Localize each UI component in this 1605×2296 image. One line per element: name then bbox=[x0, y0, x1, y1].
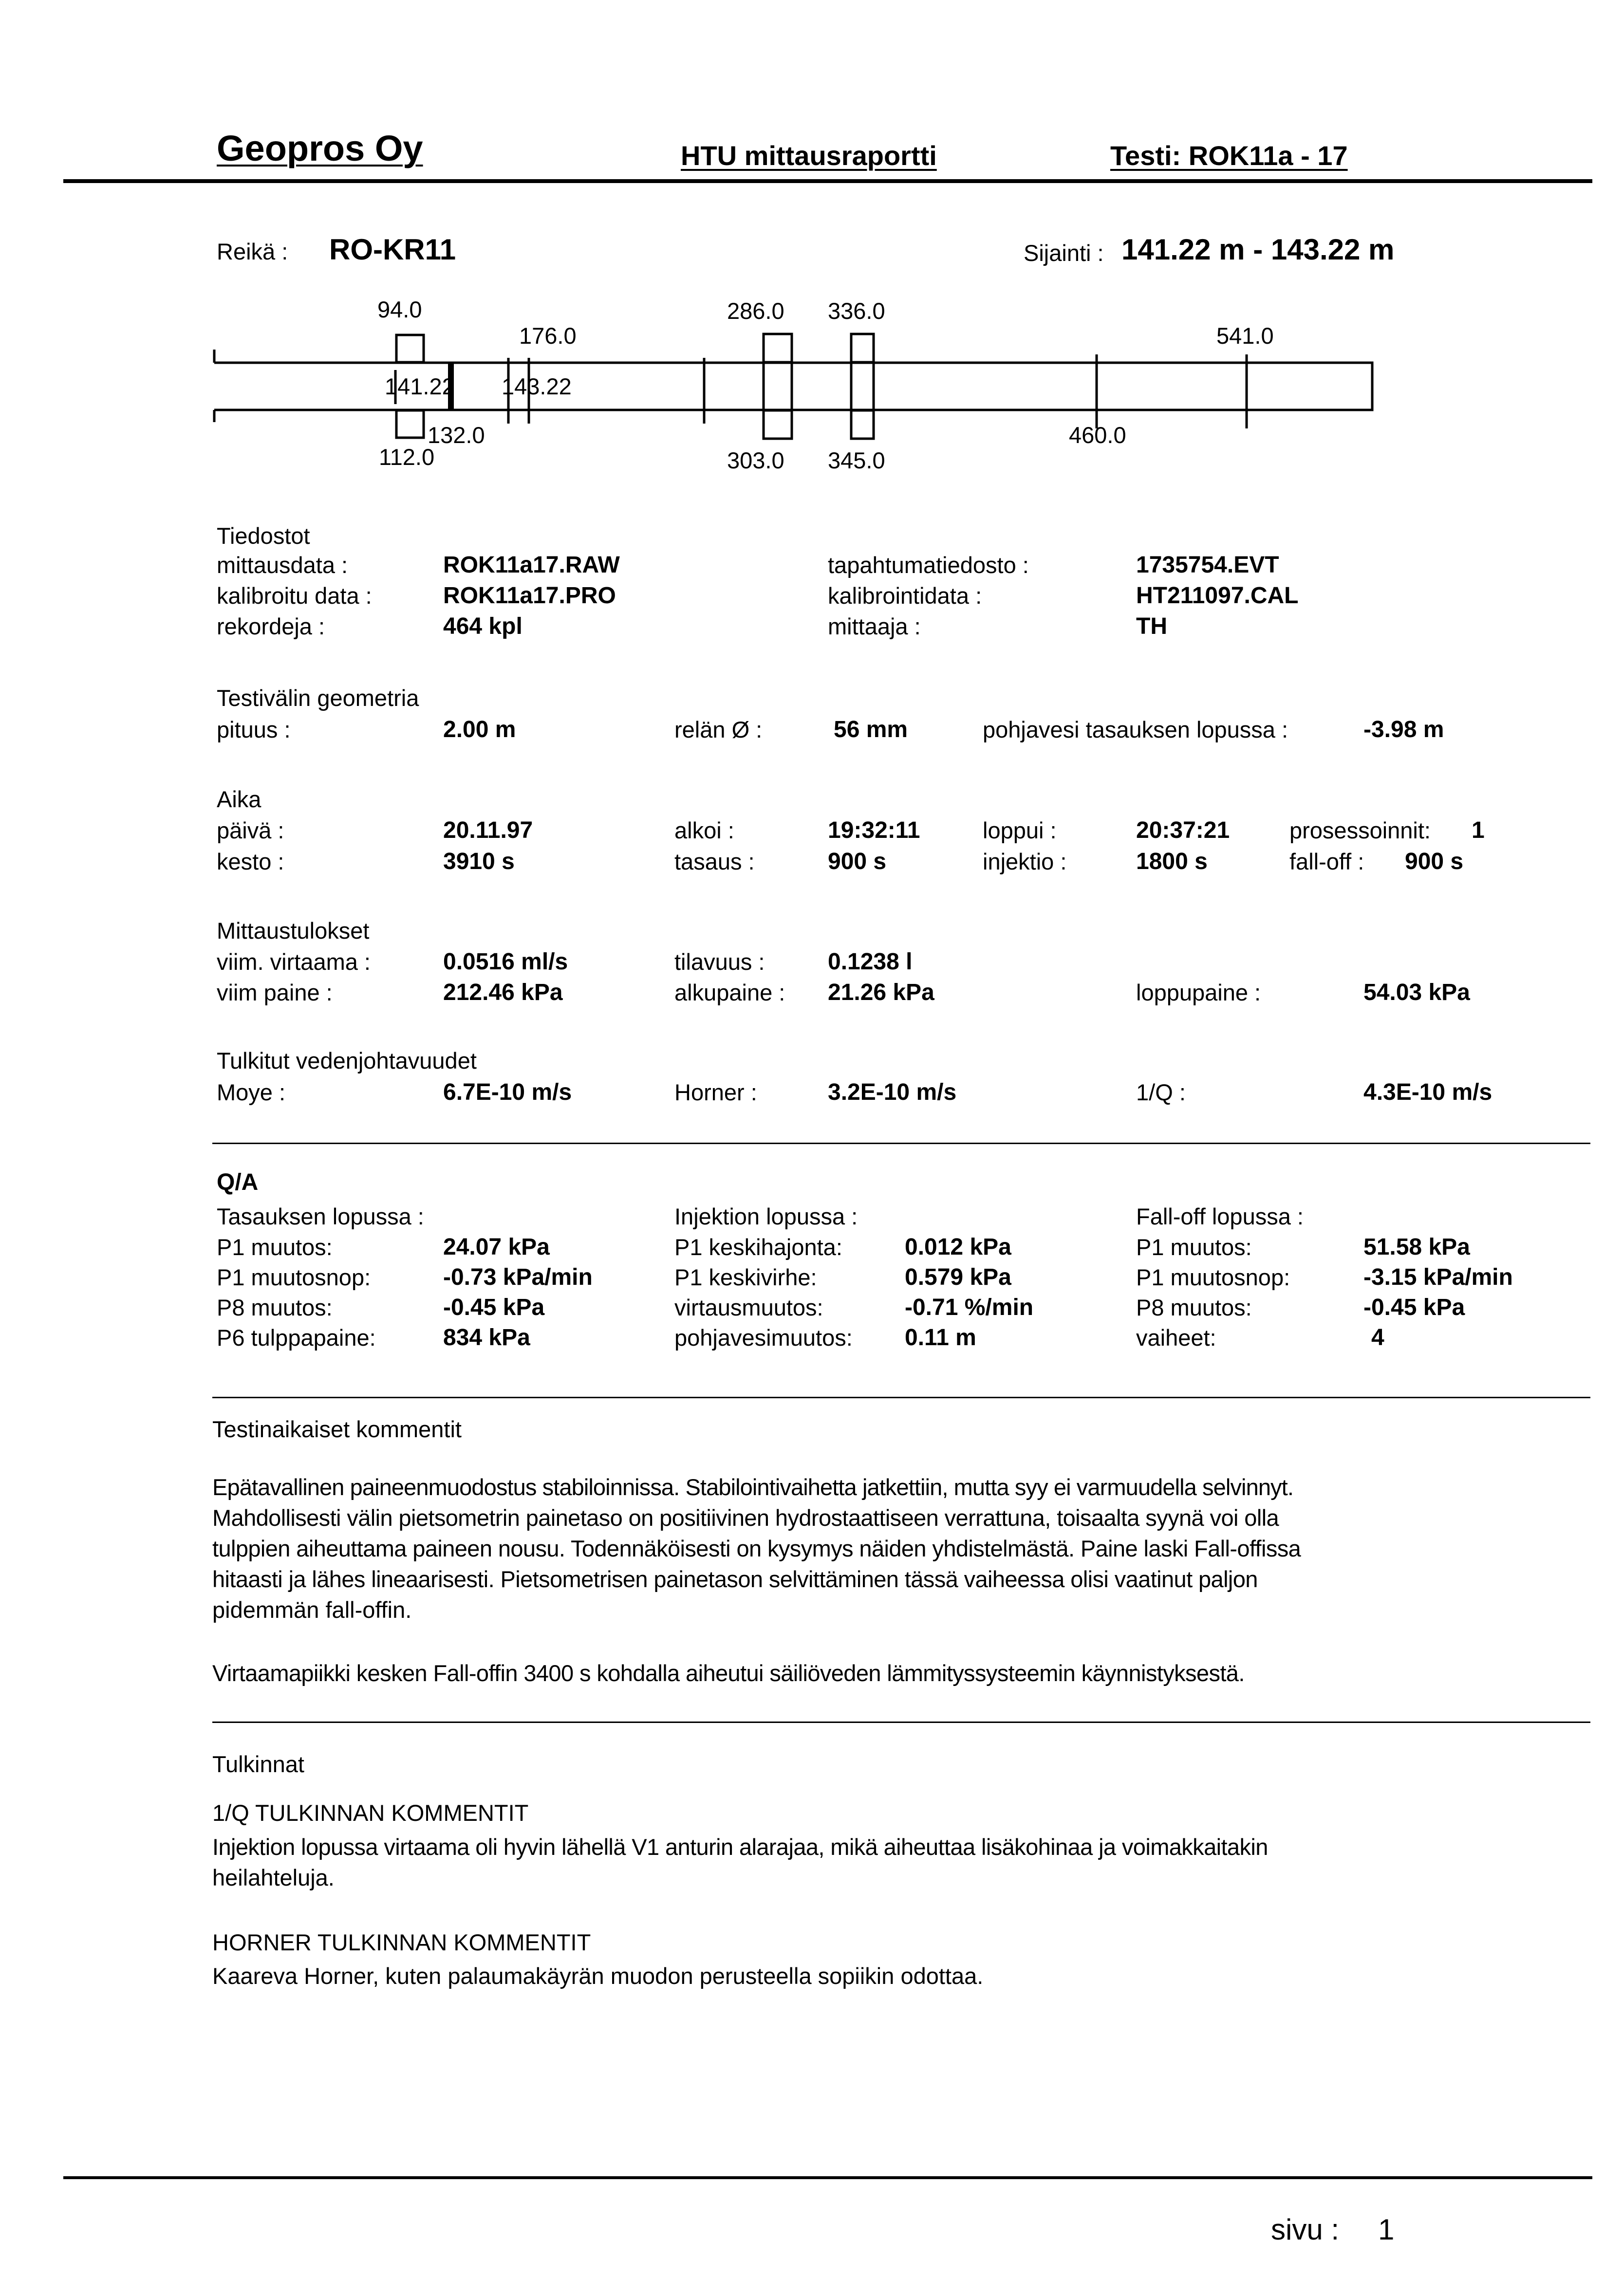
qa-falloff-title: Fall-off lopussa : bbox=[1136, 1204, 1304, 1229]
qa-col2-row3-value: -0.71 %/min bbox=[905, 1295, 1034, 1320]
groundwater-value: -3.98 m bbox=[1363, 717, 1444, 742]
borehole-diagram bbox=[0, 0, 1605, 487]
moye-label: Moye : bbox=[217, 1079, 286, 1105]
horner-comment-text: Kaareva Horner, kuten palaumakäyrän muodon perusteella sopiikin odottaa. bbox=[212, 1963, 984, 1989]
qa-col2-row2-value: 0.579 kPa bbox=[905, 1264, 1011, 1290]
end-value: 20:37:21 bbox=[1136, 817, 1230, 843]
qa-col1-row3-label: P8 muutos: bbox=[217, 1295, 333, 1320]
position-value: 141.22 m - 143.22 m bbox=[1121, 233, 1395, 266]
depth-label-345: 345.0 bbox=[828, 447, 885, 473]
depth-label-141: 141.22 bbox=[385, 373, 455, 399]
start-value: 19:32:11 bbox=[828, 817, 920, 843]
relay-label: relän Ø : bbox=[674, 717, 763, 742]
volume-value: 0.1238 l bbox=[828, 949, 913, 975]
qa-col1-row1-label: P1 muutos: bbox=[217, 1234, 333, 1260]
qa-col1-row4-label: P6 tulppapaine: bbox=[217, 1325, 376, 1351]
qa-heading: Q/A bbox=[217, 1169, 259, 1195]
iq-label: 1/Q : bbox=[1136, 1079, 1186, 1105]
iq-comment-line-1: Injektion lopussa virtaama oli hyvin lähellä V1 anturin alarajaa, mikä aiheuttaa lisäkohinaa ja voimakkaitakin bbox=[212, 1834, 1268, 1860]
length-value: 2.00 m bbox=[443, 717, 516, 742]
qa-col2-row2-label: P1 keskivirhe: bbox=[674, 1264, 817, 1290]
qa-col3-row3-value: -0.45 kPa bbox=[1363, 1295, 1465, 1320]
comment-line-4: hitaasti ja lähes lineaarisesti. Pietsometrisen painetason selvittäminen tässä vaiheessa olisi vaatinut paljon bbox=[212, 1566, 1258, 1592]
depth-label-94: 94.0 bbox=[377, 296, 422, 322]
comment-line-5: pidemmän fall-offin. bbox=[212, 1597, 412, 1623]
qa-col3-row1-label: P1 muutos: bbox=[1136, 1234, 1252, 1260]
moye-value: 6.7E-10 m/s bbox=[443, 1079, 572, 1105]
end-label: loppui : bbox=[983, 817, 1057, 843]
qa-injection-title: Injektion lopussa : bbox=[674, 1204, 858, 1229]
injection-label: injektio : bbox=[983, 849, 1067, 874]
packer-336 bbox=[851, 334, 874, 362]
qa-col3-row3-label: P8 muutos: bbox=[1136, 1295, 1252, 1320]
records-label: rekordeja : bbox=[217, 613, 325, 639]
end-pressure-value: 54.03 kPa bbox=[1363, 980, 1470, 1005]
calibration-file-value: HT211097.CAL bbox=[1136, 583, 1299, 609]
date-label: päivä : bbox=[217, 817, 284, 843]
comments-top-rule bbox=[212, 1397, 1590, 1398]
comment-line-1: Epätavallinen paineenmuodostus stabiloinnissa. Stabilointivaihetta jatkettiin, mutta syy ei varmuudella selvinnyt. bbox=[212, 1474, 1293, 1500]
qa-col3-row2-value: -3.15 kPa/min bbox=[1363, 1264, 1513, 1290]
length-label: pituus : bbox=[217, 717, 291, 742]
groundwater-label: pohjavesi tasauksen lopussa : bbox=[983, 717, 1288, 742]
injection-value: 1800 s bbox=[1136, 849, 1208, 874]
processing-value: 1 bbox=[1472, 817, 1485, 843]
qa-col2-row1-label: P1 keskihajonta: bbox=[674, 1234, 842, 1260]
qa-col3-row2-label: P1 muutosnop: bbox=[1136, 1264, 1290, 1290]
start-label: alkoi : bbox=[674, 817, 734, 843]
qa-equalization-title: Tasauksen lopussa : bbox=[217, 1204, 424, 1229]
pressure-label: viim paine : bbox=[217, 980, 333, 1005]
depth-label-541: 541.0 bbox=[1216, 323, 1274, 349]
iq-comments-heading: 1/Q TULKINNAN KOMMENTIT bbox=[212, 1800, 529, 1826]
operator-value: TH bbox=[1136, 613, 1167, 639]
measurement-label: mittausdata : bbox=[217, 552, 348, 578]
comment-line-3: tulppien aiheuttama paineen nousu. Todennäköisesti on kysymys näiden yhdistelmästä. Paine laski Fall-offissa bbox=[212, 1536, 1301, 1561]
comment-paragraph-2: Virtaamapiikki kesken Fall-offin 3400 s kohdalla aiheutui säiliöveden lämmityssysteemin käynnistyksestä. bbox=[212, 1660, 1245, 1686]
time-heading: Aika bbox=[217, 786, 261, 812]
depth-label-132: 132.0 bbox=[428, 422, 485, 448]
iq-comment-line-2: heilahteluja. bbox=[212, 1865, 335, 1890]
calibrated-label: kalibroitu data : bbox=[217, 583, 372, 609]
date-value: 20.11.97 bbox=[443, 817, 533, 843]
horner-label: Horner : bbox=[674, 1079, 757, 1105]
conductivities-heading: Tulkitut vedenjohtavuudet bbox=[217, 1048, 477, 1074]
packer-303 bbox=[764, 410, 792, 439]
volume-label: tilavuus : bbox=[674, 949, 765, 975]
page-number: 1 bbox=[1378, 2213, 1395, 2246]
results-heading: Mittaustulokset bbox=[217, 918, 370, 944]
geometry-heading: Testivälin geometria bbox=[217, 685, 419, 711]
depth-label-112: 112.0 bbox=[379, 444, 435, 470]
start-pressure-value: 21.26 kPa bbox=[828, 980, 934, 1005]
qa-col2-row4-value: 0.11 m bbox=[905, 1325, 976, 1351]
horner-value: 3.2E-10 m/s bbox=[828, 1079, 957, 1105]
footer-rule bbox=[63, 2176, 1592, 2179]
depth-label-143: 143.22 bbox=[502, 373, 572, 399]
hole-label: Reikä : bbox=[217, 239, 288, 264]
qa-col1-row4-value: 834 kPa bbox=[443, 1325, 530, 1351]
hole-value: RO-KR11 bbox=[329, 233, 456, 266]
interpretations-top-rule bbox=[212, 1722, 1590, 1723]
records-value: 464 kpl bbox=[443, 613, 523, 639]
end-pressure-label: loppupaine : bbox=[1136, 980, 1261, 1005]
test-id: Testi: ROK11a - 17 bbox=[1110, 140, 1348, 171]
qa-col1-row2-value: -0.73 kPa/min bbox=[443, 1264, 593, 1290]
report-title: HTU mittausraportti bbox=[681, 140, 937, 171]
flow-label: viim. virtaama : bbox=[217, 949, 371, 975]
equalization-value: 900 s bbox=[828, 849, 887, 874]
qa-col1-row1-value: 24.07 kPa bbox=[443, 1234, 550, 1260]
pressure-value: 212.46 kPa bbox=[443, 980, 563, 1005]
operator-label: mittaaja : bbox=[828, 613, 921, 639]
calibrated-value: ROK11a17.PRO bbox=[443, 583, 616, 609]
relay-value: 56 mm bbox=[834, 717, 908, 742]
horner-comments-heading: HORNER TULKINNAN KOMMENTIT bbox=[212, 1929, 591, 1955]
qa-col3-row1-value: 51.58 kPa bbox=[1363, 1234, 1470, 1260]
qa-col1-row2-label: P1 muutosnop: bbox=[217, 1264, 371, 1290]
interpretations-heading: Tulkinnat bbox=[212, 1751, 304, 1777]
qa-col2-row1-value: 0.012 kPa bbox=[905, 1234, 1011, 1260]
depth-label-286: 286.0 bbox=[727, 298, 784, 324]
comment-line-2: Mahdollisesti välin pietsometrin painetaso on positiivinen hydrostaattiseen verrattuna, toisaalta syynä voi olla bbox=[212, 1505, 1279, 1531]
qa-col2-row4-label: pohjavesimuutos: bbox=[674, 1325, 853, 1351]
flow-value: 0.0516 ml/s bbox=[443, 949, 568, 975]
equalization-label: tasaus : bbox=[674, 849, 755, 874]
depth-label-460: 460.0 bbox=[1069, 422, 1126, 448]
iq-value: 4.3E-10 m/s bbox=[1363, 1079, 1493, 1105]
position-label: Sijainti : bbox=[1024, 240, 1104, 266]
depth-label-176: 176.0 bbox=[519, 323, 577, 349]
qa-col1-row3-value: -0.45 kPa bbox=[443, 1295, 545, 1320]
start-pressure-label: alkupaine : bbox=[674, 980, 785, 1005]
duration-label: kesto : bbox=[217, 849, 284, 874]
processing-label: prosessoinnit: bbox=[1289, 817, 1431, 843]
qa-col3-row4-label: vaiheet: bbox=[1136, 1325, 1216, 1351]
packer-94 bbox=[396, 335, 424, 362]
falloff-label: fall-off : bbox=[1289, 849, 1364, 874]
packer-345 bbox=[851, 410, 874, 439]
event-file-value: 1735754.EVT bbox=[1136, 552, 1279, 578]
measurement-value: ROK11a17.RAW bbox=[443, 552, 620, 578]
duration-value: 3910 s bbox=[443, 849, 515, 874]
packer-286 bbox=[764, 334, 792, 362]
event-file-label: tapahtumatiedosto : bbox=[828, 552, 1029, 578]
files-heading: Tiedostot bbox=[217, 523, 310, 549]
calibration-file-label: kalibrointidata : bbox=[828, 583, 982, 609]
page-label: sivu : bbox=[1271, 2213, 1340, 2246]
qa-top-rule bbox=[212, 1143, 1590, 1144]
qa-col2-row3-label: virtausmuutos: bbox=[674, 1295, 823, 1320]
packer-112 bbox=[396, 410, 424, 438]
depth-label-336: 336.0 bbox=[828, 298, 885, 324]
comments-heading: Testinaikaiset kommentit bbox=[212, 1416, 462, 1442]
company-name: Geopros Oy bbox=[217, 128, 423, 168]
qa-col3-row4-value: 4 bbox=[1371, 1325, 1384, 1351]
falloff-value: 900 s bbox=[1405, 849, 1464, 874]
depth-label-303: 303.0 bbox=[727, 447, 784, 473]
